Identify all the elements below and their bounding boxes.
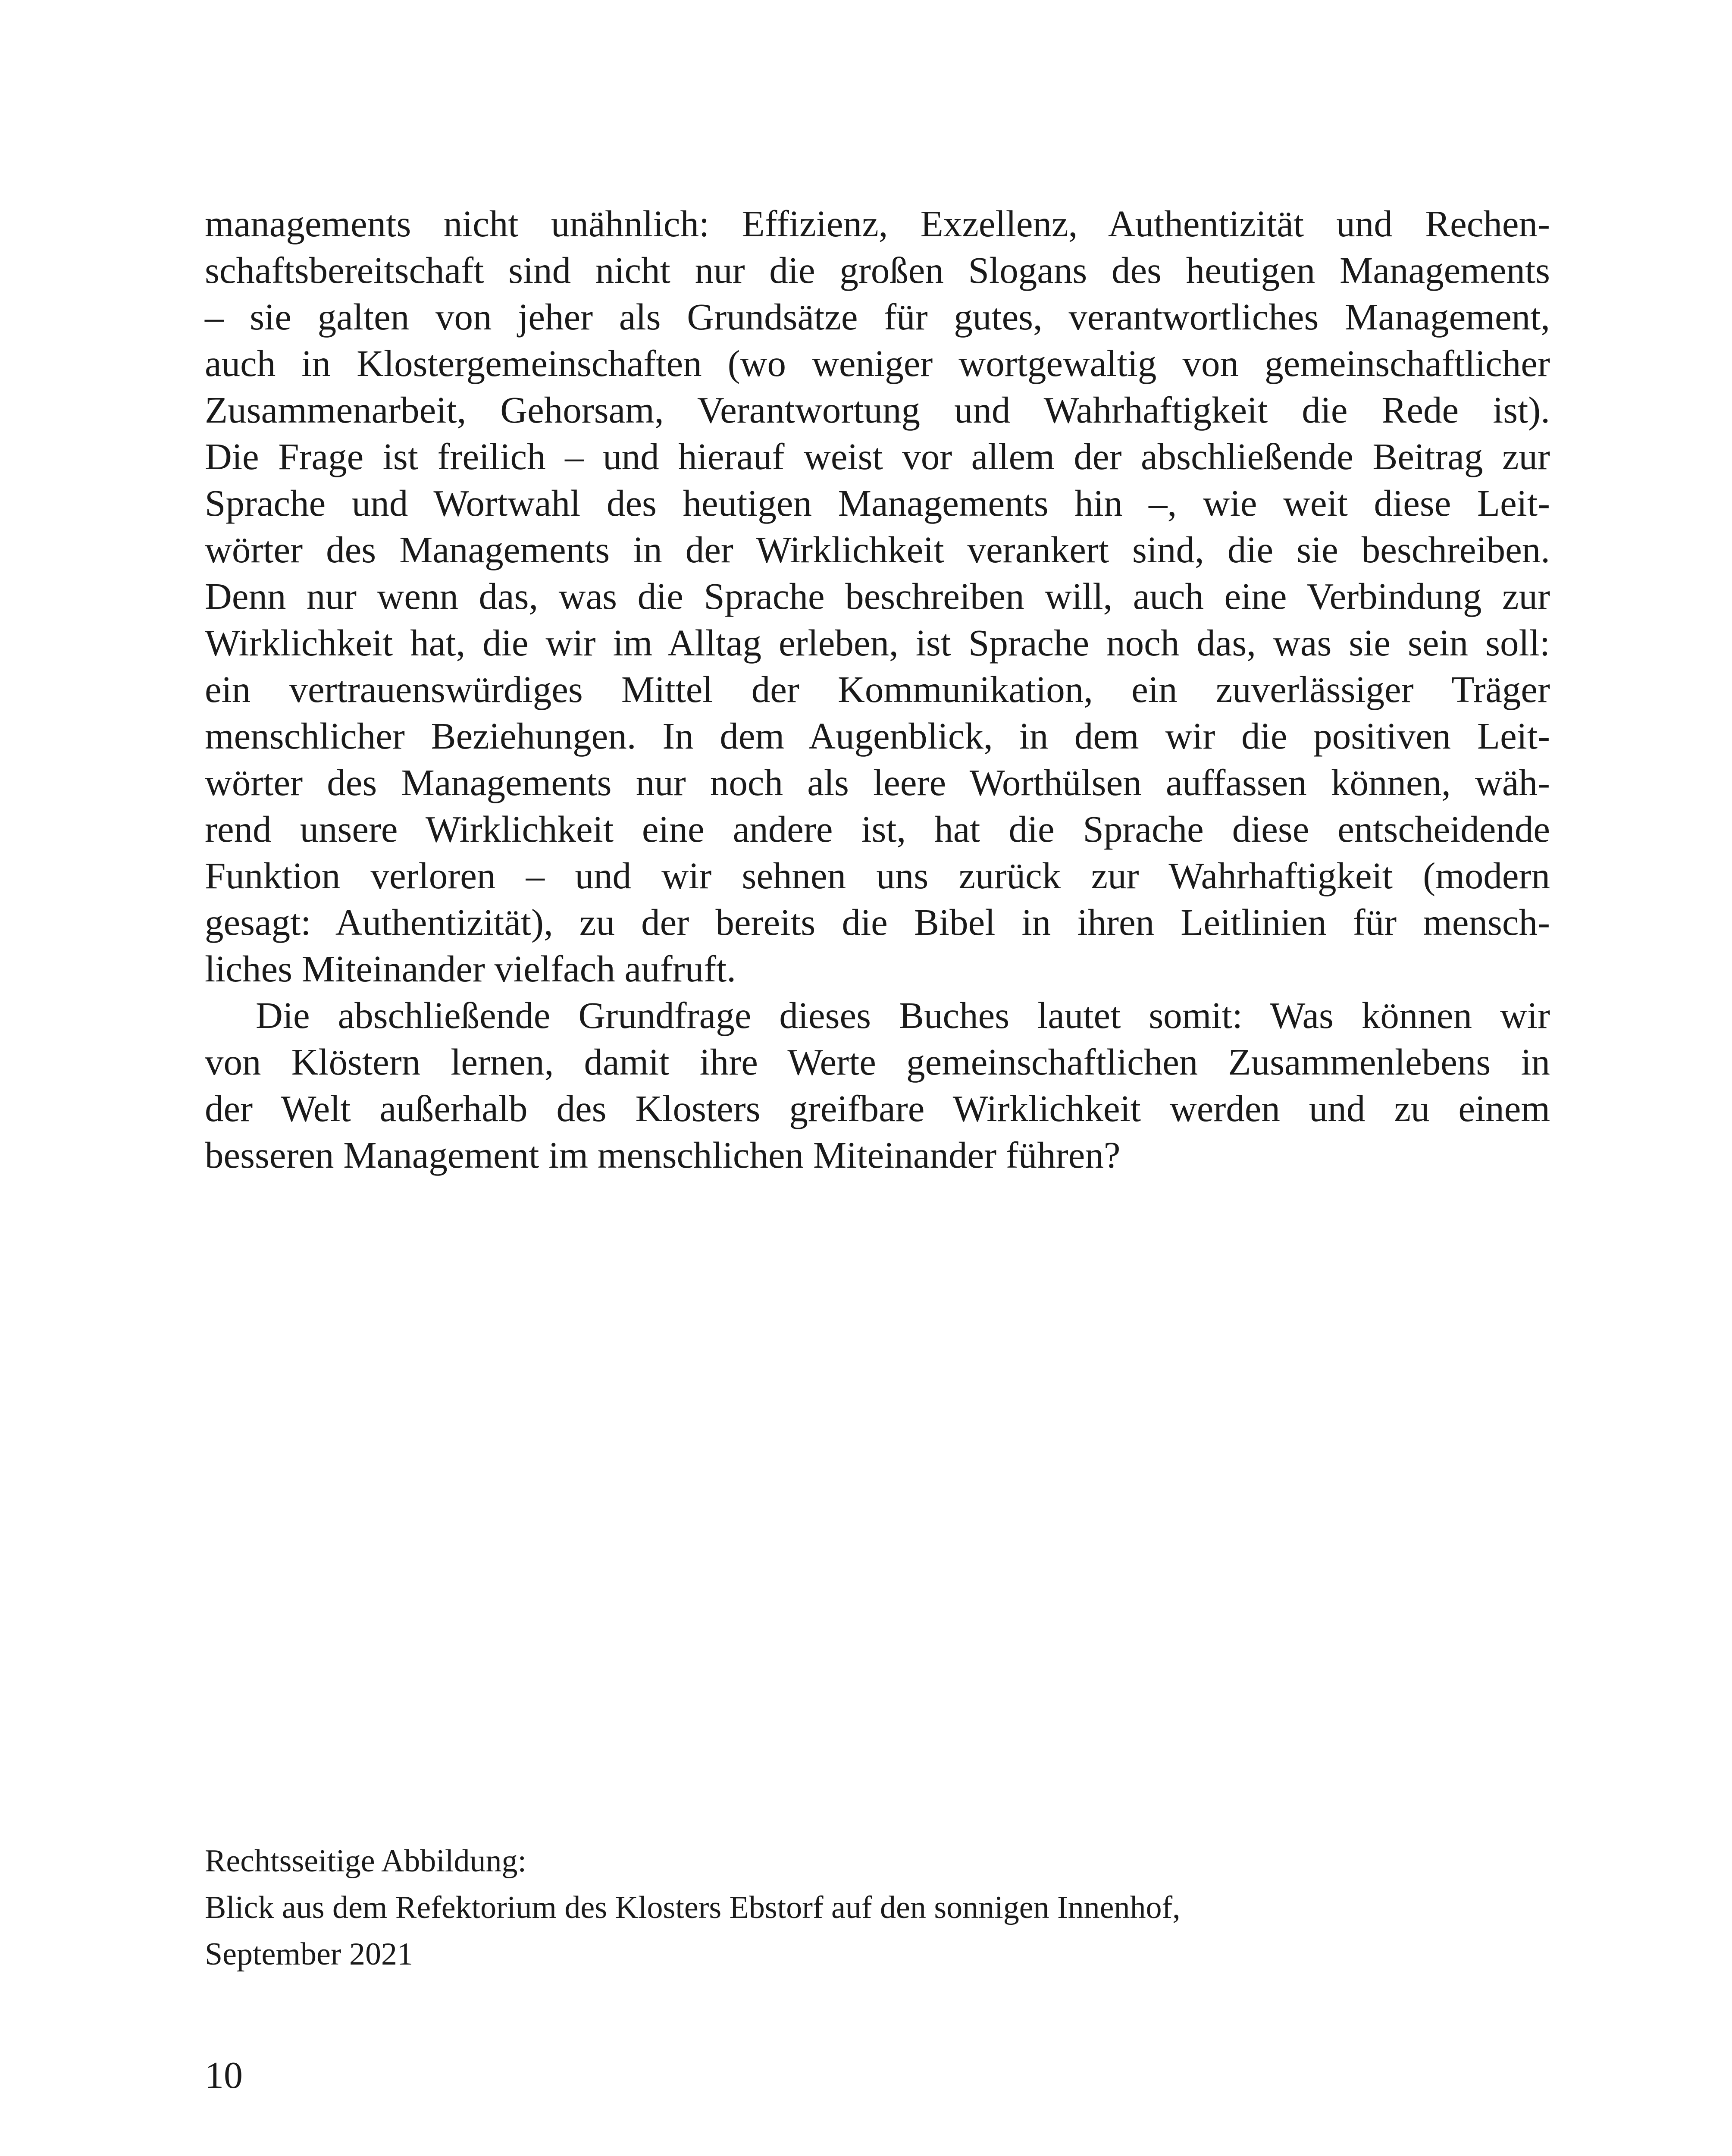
text-line: managements nicht unähnlich: Effizienz, Exzellenz, Authentizität und Rechen-	[205, 203, 1550, 244]
text-line: auch in Klostergemeinschaften (wo weniger wortgewaltig von gemeinschaftlicher	[205, 342, 1550, 384]
text-line: Die abschließende Grundfrage dieses Buches lautet somit: Was können wir	[256, 994, 1550, 1036]
text-line: der Welt außerhalb des Klosters greifbare Wirklichkeit werden und zu einem	[205, 1087, 1550, 1129]
text-line: besseren Management im menschlichen Miteinander führen?	[205, 1134, 1121, 1176]
text-line: rend unsere Wirklichkeit eine andere ist, hat die Sprache diese entscheidende	[205, 808, 1550, 850]
text-line: Denn nur wenn das, was die Sprache beschreiben will, auch eine Verbindung zur	[205, 575, 1550, 617]
caption-heading: Rechtsseitige Abbildung:	[205, 1843, 527, 1879]
text-line: gesagt: Authentizität), zu der bereits die Bibel in ihren Leitlinien für mensch-	[205, 901, 1550, 943]
figure-caption	[205, 1838, 1550, 1977]
text-line: wörter des Managements in der Wirklichkeit verankert sind, die sie beschreiben.	[205, 529, 1550, 570]
text-line: Funktion verloren – und wir sehnen uns zurück zur Wahrhaftigkeit (modern	[205, 855, 1550, 896]
text-line: Die Frage ist freilich – und hierauf weist vor allem der abschließende Beitrag zur	[205, 436, 1550, 477]
text-line: liches Miteinander vielfach aufruft.	[205, 948, 736, 990]
text-line: von Klöstern lernen, damit ihre Werte gemeinschaftlichen Zusammenlebens in	[205, 1041, 1550, 1083]
text-line: Sprache und Wortwahl des heutigen Managements hin –, wie weit diese Leit-	[205, 482, 1550, 524]
caption-date: September 2021	[205, 1937, 413, 1972]
text-line: ein vertrauenswürdiges Mittel der Kommunikation, ein zuverlässiger Träger	[205, 668, 1550, 710]
text-line: schaftsbereitschaft sind nicht nur die großen Slogans des heutigen Managements	[205, 249, 1550, 291]
paragraph-1	[205, 201, 1550, 992]
text-line: Zusammenarbeit, Gehorsam, Verantwortung und Wahrhaftigkeit die Rede ist).	[205, 389, 1550, 431]
paragraph-2	[205, 992, 1550, 1178]
body-text	[205, 201, 1550, 1178]
text-line: menschlicher Beziehungen. In dem Augenblick, in dem wir die positiven Leit-	[205, 715, 1550, 757]
text-line: Wirklichkeit hat, die wir im Alltag erleben, ist Sprache noch das, was sie sein soll:	[205, 622, 1550, 664]
page-number: 10	[205, 2055, 243, 2096]
text-line: – sie galten von jeher als Grundsätze für gutes, verantwortliches Management,	[205, 296, 1550, 338]
caption-text: Blick aus dem Refektorium des Klosters Ebstorf auf den sonnigen Innenhof,	[205, 1890, 1181, 1925]
text-line: wörter des Managements nur noch als leere Worthülsen auffassen können, wäh-	[205, 761, 1550, 803]
